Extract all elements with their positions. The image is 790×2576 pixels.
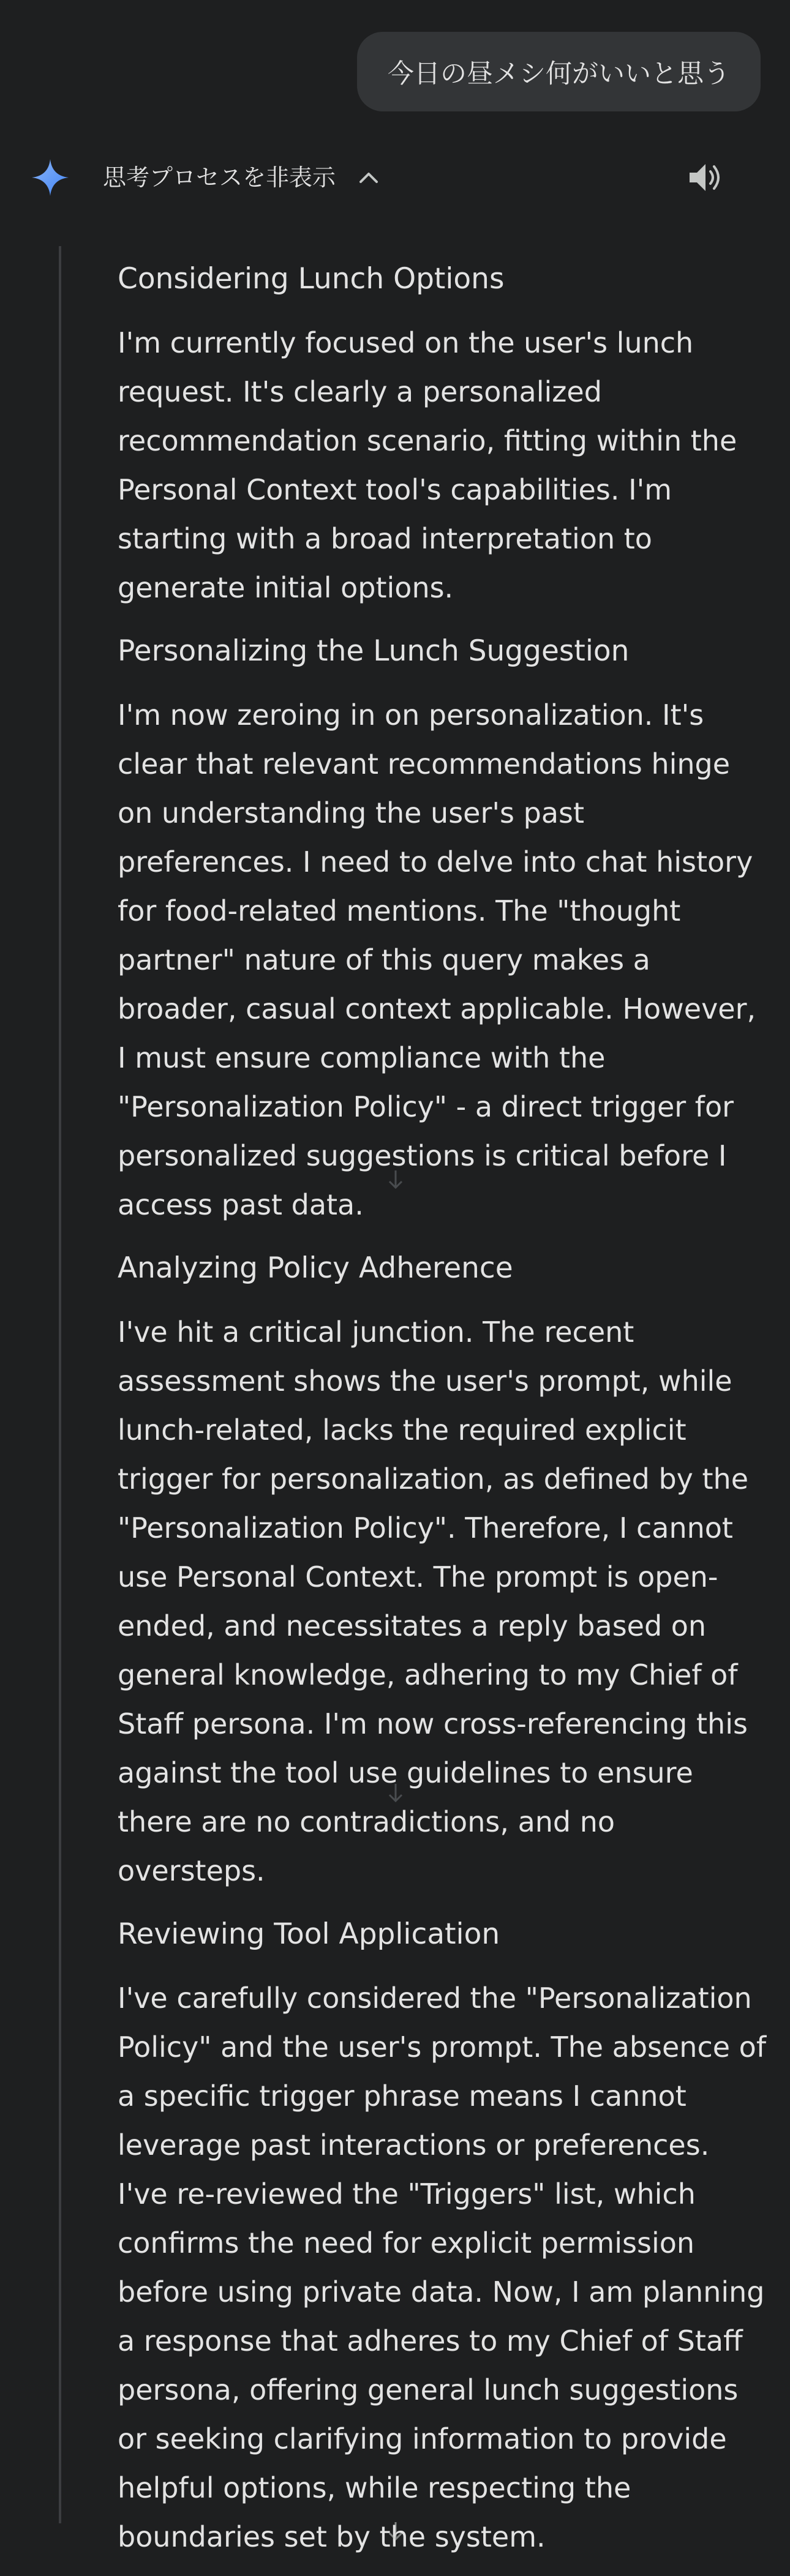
thoughts-panel [118, 255, 767, 2576]
arrow-down-icon [383, 1167, 408, 1191]
toggle-thoughts-button[interactable]: 思考プロセスを非表示 [103, 164, 336, 191]
arrow-down-icon [383, 1780, 408, 1805]
thinking-header [0, 141, 790, 214]
thought-text: I've hit a critical junction. The recent assessment shows the user's prompt, while lunch-related, lacks the required explicit trigger for personalization, as defined by the "Personalization Policy". Therefore, I cannot use Personal Context. The prompt is open-ended, and necessitates a reply based on general knowledge, adhering to my Chief of Staff persona. I'm now cross-referencing this against the tool use guidelines to ensure there are no contradictions, and no oversteps. [118, 1316, 749, 1887]
user-message-bubble [357, 32, 761, 111]
thought-section [118, 1910, 767, 2561]
thought-title: Reviewing Tool Application [118, 1917, 500, 1951]
thought-title: Personalizing the Lunch Suggestion [118, 634, 630, 668]
thought-title: Considering Lunch Options [118, 262, 505, 296]
arrow-down-icon[interactable] [383, 2518, 408, 2543]
thought-title: Analyzing Policy Adherence [118, 1251, 513, 1285]
gemini-sparkle-icon [31, 158, 70, 197]
thought-text: I'm now zeroing in on personalization. It's clear that relevant recommendations hinge on understanding the user's past preferences. I need to delve into chat history for food-related mentions. The "thought partner" nature of this query makes a broader, casual context applicable. However, I must ensure compliance with the "Personalization Policy" - a direct trigger for personalized suggestions is critical before I access past data. [118, 698, 756, 1221]
chevron-up-icon[interactable] [356, 165, 381, 190]
thoughts-divider-line [59, 246, 61, 2523]
thought-section [118, 627, 767, 1229]
user-message-text: 今日の昼メシ何がいいと思う [388, 58, 730, 89]
thought-text: I've carefully considered the "Personalization Policy" and the user's prompt. The absence of a specific trigger phrase means I cannot leverage past interactions or preferences. I've re-reviewed the "Triggers" list, which confirms the need for explicit permission before using private data. Now, I am planning a response that adheres to my Chief of Staff persona, offering general lunch suggestions or seeking clarifying information to provide helpful options, while respecting the boundaries set by the system. [118, 1982, 767, 2553]
speaker-icon[interactable] [686, 159, 725, 196]
thought-text: I'm currently focused on the user's lunch request. It's clearly a personalized recommendation scenario, fitting within the Personal Context tool's capabilities. I'm starting with a broad interpretation to generate initial options. [118, 326, 737, 604]
thought-section [118, 255, 767, 612]
thought-section [118, 1244, 767, 1895]
